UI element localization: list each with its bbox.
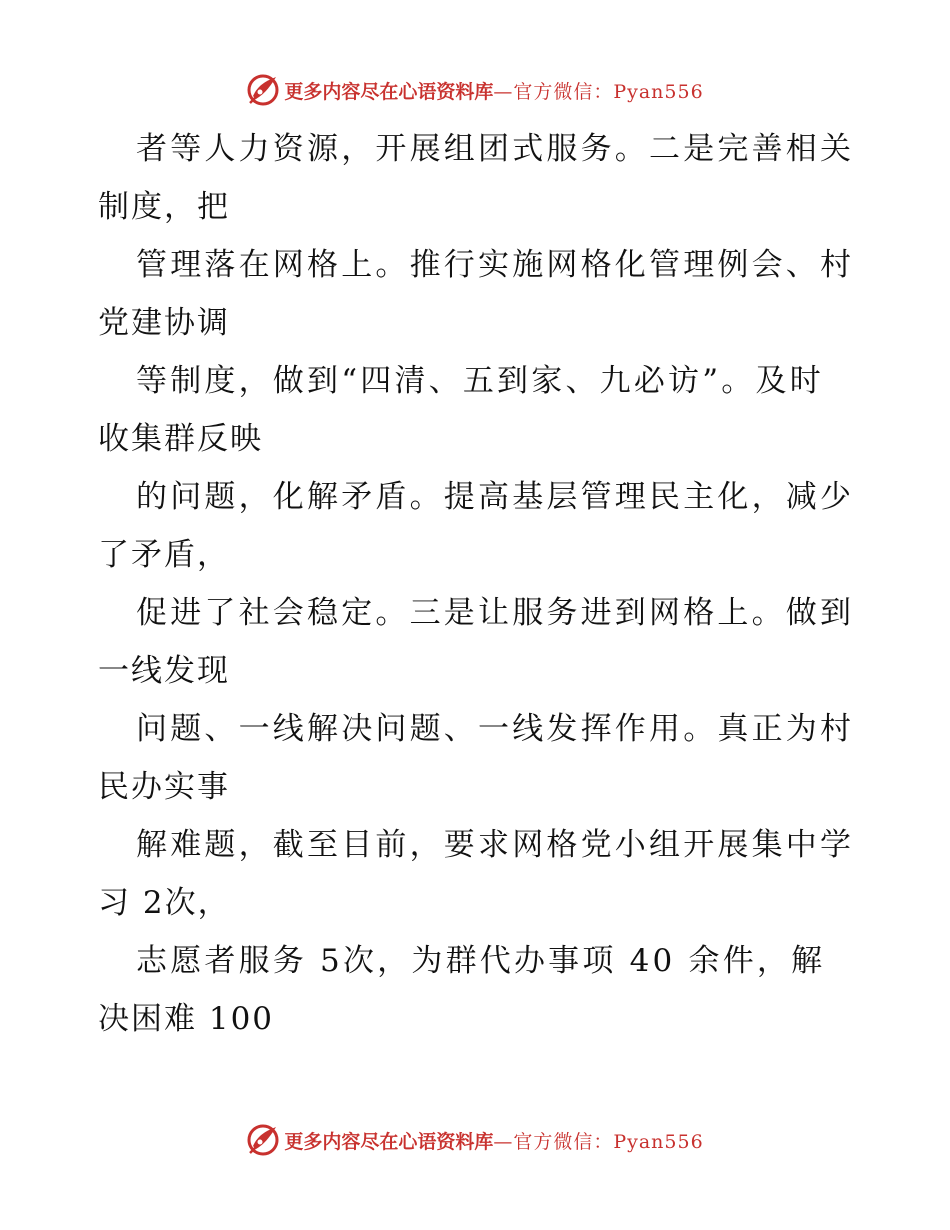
paragraph xyxy=(98,816,858,932)
header-banner-wechat: 官方微信：Pyan556 xyxy=(513,80,704,103)
paragraph-line-wrap: 收集群反映 xyxy=(98,421,263,457)
paragraph xyxy=(98,352,858,468)
paragraph xyxy=(98,700,858,816)
paragraph-line-wrap: 决困难 100 xyxy=(98,1001,275,1037)
header-banner-dash: — xyxy=(493,80,514,103)
paragraph-line: 管理落在网格上。推行实施网格化管理例会、村 xyxy=(136,247,855,283)
body-text xyxy=(98,120,858,1048)
pen-nib-logo-icon xyxy=(246,73,280,107)
footer-banner xyxy=(0,1120,950,1160)
footer-banner-wechat: 官方微信：Pyan556 xyxy=(513,1130,704,1153)
paragraph-line: 志愿者服务 5次，为群代办事项 40 余件，解 xyxy=(136,943,826,979)
paragraph-line: 的问题，化解矛盾。提高基层管理民主化，减少 xyxy=(136,479,855,515)
paragraph-line-wrap: 一线发现 xyxy=(98,653,230,689)
paragraph-line-wrap: 党建协调 xyxy=(98,305,230,341)
header-banner-tail xyxy=(493,77,703,104)
paragraph-line-wrap: 民办实事 xyxy=(98,769,230,805)
paragraph-line: 问题、一线解决问题、一线发挥作用。真正为村 xyxy=(136,711,855,747)
paragraph-line-wrap: 制度，把 xyxy=(98,189,230,225)
paragraph-line-wrap: 了矛盾， xyxy=(98,537,230,573)
footer-banner-dash: — xyxy=(493,1130,514,1153)
paragraph-line-wrap: 习 2次， xyxy=(98,885,231,921)
paragraph xyxy=(98,584,858,700)
pen-nib-logo-icon xyxy=(246,1123,280,1157)
paragraph xyxy=(98,120,858,236)
paragraph-line: 解难题，截至目前，要求网格党小组开展集中学 xyxy=(136,827,855,863)
header-banner-lead: 更多内容尽在心语资料库 xyxy=(284,80,494,103)
paragraph-line: 等制度，做到“四清、五到家、九必访”。及时 xyxy=(136,363,824,399)
paragraph xyxy=(98,468,858,584)
footer-banner-tail xyxy=(493,1127,703,1154)
paragraph xyxy=(98,932,858,1048)
paragraph-line: 者等人力资源，开展组团式服务。二是完善相关 xyxy=(136,131,855,167)
paragraph xyxy=(98,236,858,352)
footer-banner-lead: 更多内容尽在心语资料库 xyxy=(284,1130,494,1153)
paragraph-line: 促进了社会稳定。三是让服务进到网格上。做到 xyxy=(136,595,855,631)
header-banner xyxy=(0,70,950,110)
